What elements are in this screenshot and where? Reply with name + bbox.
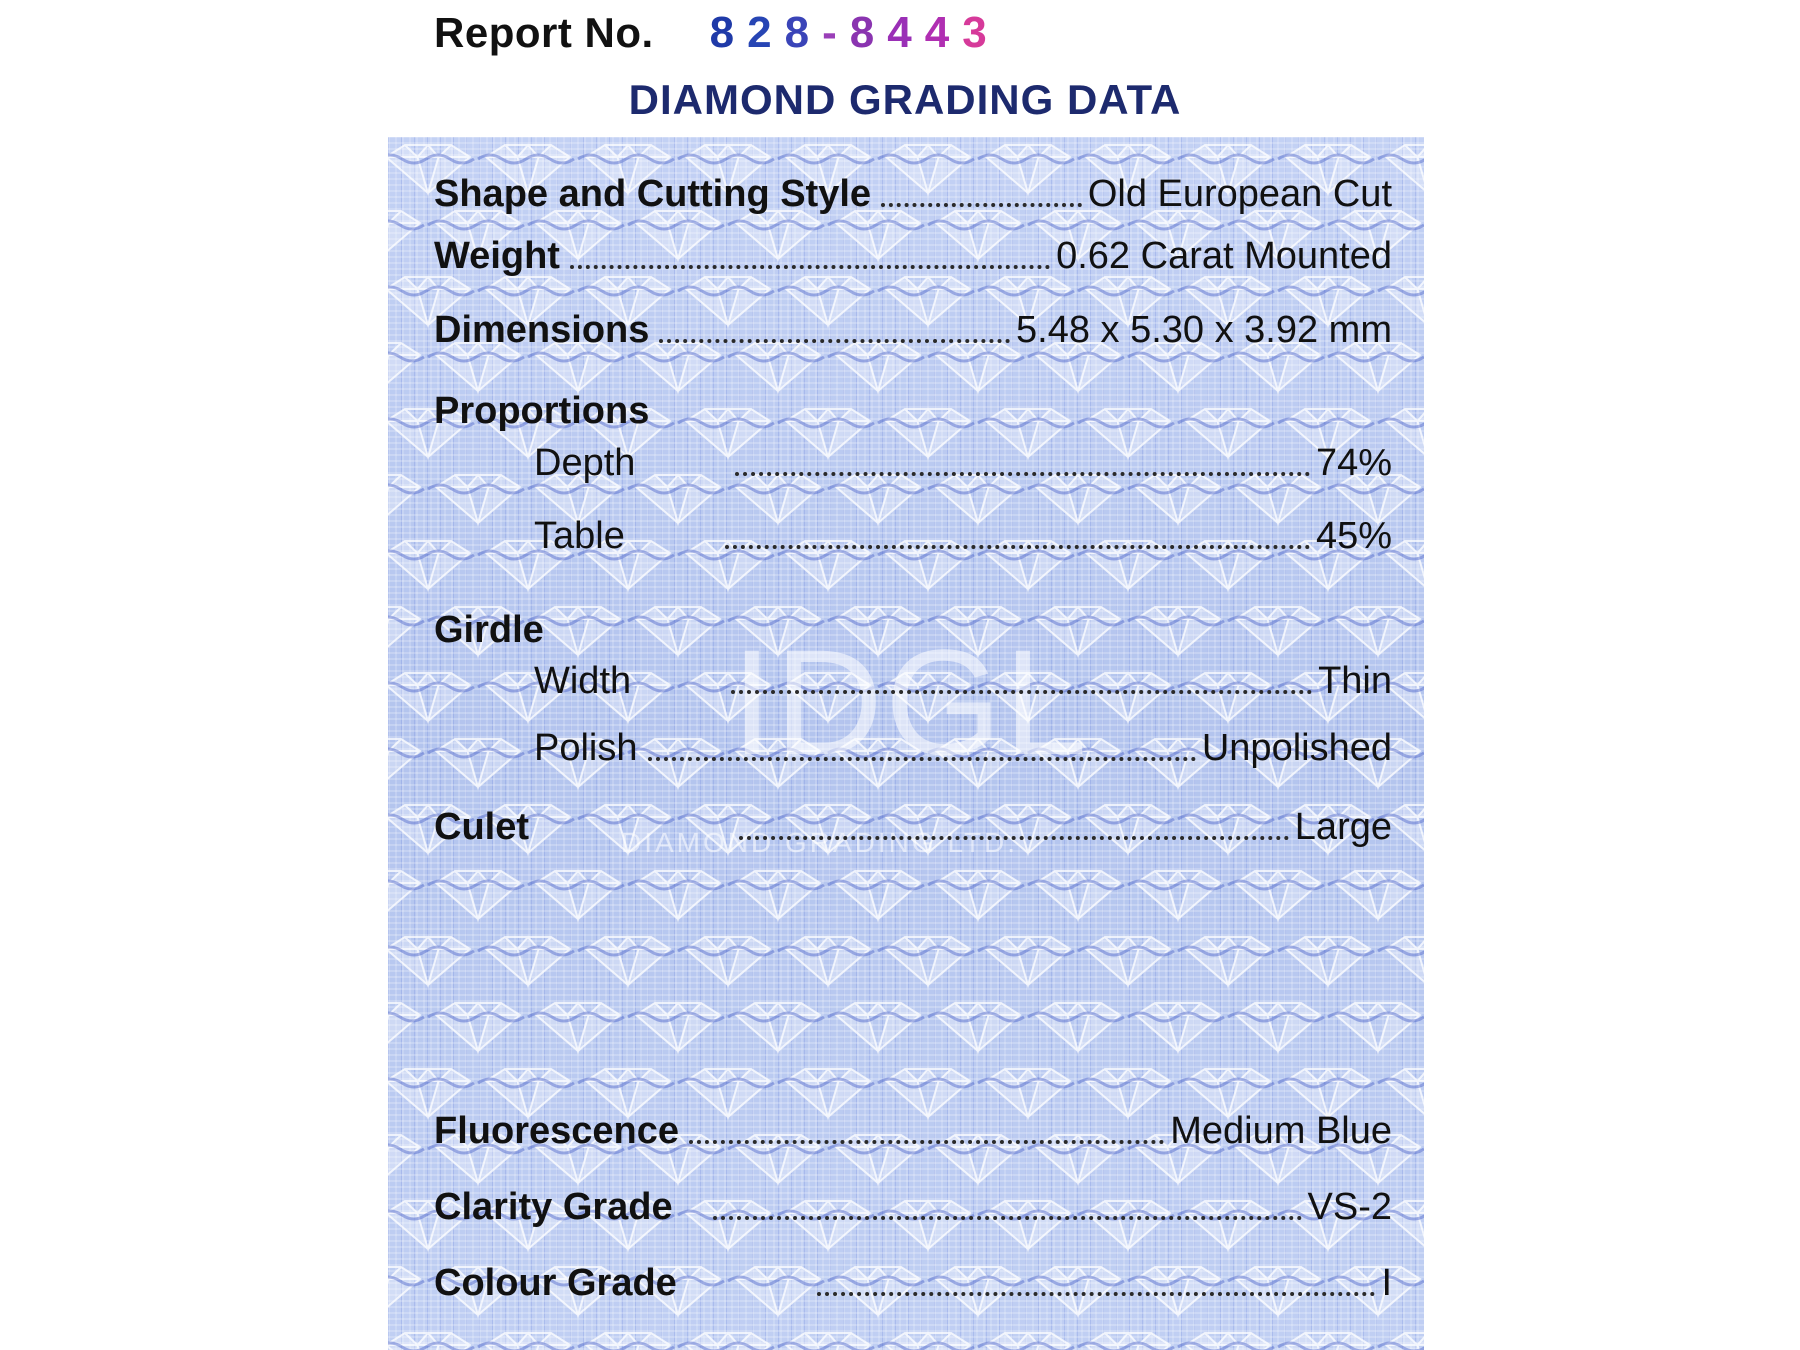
row-depth [434, 439, 1392, 485]
report-number-char: 8 [709, 8, 748, 57]
leader-dots [735, 472, 1310, 476]
report-number-char: 4 [887, 8, 925, 57]
diamond-motif [578, 1333, 674, 1350]
girdle-heading: Girdle [434, 609, 544, 651]
dimensions-label: Dimensions [434, 309, 650, 351]
row-dimensions [434, 306, 1392, 352]
diamond-motif [388, 1267, 424, 1315]
proportions-heading: Proportions [434, 390, 650, 432]
diamond-motif [388, 343, 424, 391]
shape-label: Shape and Cutting Style [434, 173, 872, 215]
diamond-motif [388, 1003, 424, 1051]
diamond-motif [978, 1333, 1074, 1350]
diamond-motif [728, 607, 824, 655]
girdle-polish-label: Polish [534, 727, 638, 769]
leader-dots [731, 690, 1312, 694]
diamond-motif [728, 871, 824, 919]
leader-dots [725, 545, 1310, 549]
fluorescence-value: Medium Blue [1170, 1110, 1392, 1152]
row-weight [434, 232, 1392, 278]
diamond-motif [1178, 937, 1274, 985]
diamond-motif [978, 937, 1074, 985]
diamond-motif [828, 871, 924, 919]
watermark-text: DIAMOND GRADING LTD. [621, 827, 1019, 858]
row-girdle-polish [434, 724, 1392, 770]
diamond-motif [628, 871, 724, 919]
clarity-value: VS-2 [1307, 1186, 1392, 1228]
report-number-char: 2 [747, 8, 785, 57]
diamond-motif [1378, 1333, 1424, 1350]
watermark-logo: IDGL [731, 618, 1090, 786]
diamond-motif [678, 937, 774, 985]
row-girdle-width [434, 657, 1392, 703]
diamond-motif [388, 739, 424, 787]
diamond-motif [828, 1003, 924, 1051]
culet-label: Culet [434, 806, 529, 848]
diamond-motif [1028, 1003, 1124, 1051]
depth-label: Depth [534, 442, 636, 484]
diamond-motif [678, 1333, 774, 1350]
girdle-width-label: Width [534, 660, 632, 702]
leader-dots [713, 1216, 1302, 1220]
girdle-polish-value: Unpolished [1201, 727, 1392, 769]
diamond-motif [1328, 871, 1424, 919]
diamond-motif [388, 937, 474, 985]
diamond-motif [878, 937, 974, 985]
diamond-motif [728, 1003, 824, 1051]
row-culet [434, 803, 1392, 849]
report-number-char: 8 [784, 8, 823, 57]
diamond-motif [928, 871, 1024, 919]
diamond-motif [1128, 1003, 1224, 1051]
diamond-motif [1278, 1333, 1374, 1350]
report-number-char: 3 [962, 8, 1000, 57]
report-number-char: 8 [849, 8, 888, 57]
diamond-motif [1128, 607, 1224, 655]
diamond-motif [388, 1333, 474, 1350]
diamond-motif [1328, 1003, 1424, 1051]
diamond-motif [1028, 871, 1124, 919]
row-shape [434, 170, 1392, 216]
leader-dots [881, 203, 1082, 207]
dimensions-value: 5.48 x 5.30 x 3.92 mm [1016, 309, 1392, 351]
culet-value: Large [1294, 806, 1392, 848]
weight-label: Weight [434, 235, 560, 277]
diamond-motif [478, 937, 574, 985]
diamond-motif [388, 1135, 424, 1183]
grading-panel [388, 137, 1424, 1350]
diamond-motif [528, 1003, 624, 1051]
table-label: Table [534, 515, 625, 557]
diamond-motif [528, 871, 624, 919]
report-number [710, 8, 1000, 58]
leader-dots [739, 836, 1289, 840]
diamond-motif [628, 1003, 724, 1051]
diamond-motif [1028, 607, 1124, 655]
diamond-motif [388, 607, 424, 655]
document-title: DIAMOND GRADING DATA [628, 76, 1182, 123]
diamond-motif [1228, 1003, 1324, 1051]
diamond-motif [928, 1003, 1024, 1051]
diamond-motif [878, 1333, 974, 1350]
leader-dots [659, 339, 1010, 343]
girdle-width-value: Thin [1318, 660, 1392, 702]
report-number-line [434, 0, 1000, 66]
diamond-motif [388, 475, 424, 523]
diamond-motif [578, 937, 674, 985]
diamond-motif [778, 1333, 874, 1350]
diamond-motif [1228, 607, 1324, 655]
colour-value: I [1381, 1262, 1392, 1304]
diamond-motif [1278, 937, 1374, 985]
table-value: 45% [1315, 515, 1392, 557]
depth-value: 74% [1315, 442, 1392, 484]
row-colour [434, 1259, 1392, 1305]
fluorescence-label: Fluorescence [434, 1110, 679, 1152]
diamond-motif [1178, 1333, 1274, 1350]
diamond-motif [928, 607, 1024, 655]
leader-dots [689, 1140, 1164, 1144]
diamond-motif [1328, 607, 1424, 655]
leader-dots [648, 757, 1196, 761]
row-clarity [434, 1183, 1392, 1229]
row-table [434, 512, 1392, 558]
leader-dots [817, 1292, 1376, 1296]
diamond-motif [1378, 937, 1424, 985]
diamond-motif [1078, 1333, 1174, 1350]
diamond-motif [1078, 937, 1174, 985]
clarity-label: Clarity Grade [434, 1186, 673, 1228]
colour-label: Colour Grade [434, 1262, 677, 1304]
report-label: Report No. [434, 9, 654, 56]
row-fluorescence [434, 1107, 1392, 1153]
diamond-motif [1228, 871, 1324, 919]
diamond-motif [388, 871, 424, 919]
diamond-motif [828, 607, 924, 655]
diamond-motif [628, 607, 724, 655]
diamond-motif [428, 1003, 524, 1051]
diamond-motif [428, 871, 524, 919]
leader-dots [570, 265, 1050, 269]
diamond-motif [778, 937, 874, 985]
weight-value: 0.62 Carat Mounted [1056, 235, 1392, 277]
report-number-char: - [822, 8, 850, 57]
diamond-motif [1128, 871, 1224, 919]
diamond-motif [388, 211, 424, 259]
report-number-char: 4 [924, 8, 963, 57]
shape-value: Old European Cut [1087, 173, 1392, 215]
diamond-motif [478, 1333, 574, 1350]
